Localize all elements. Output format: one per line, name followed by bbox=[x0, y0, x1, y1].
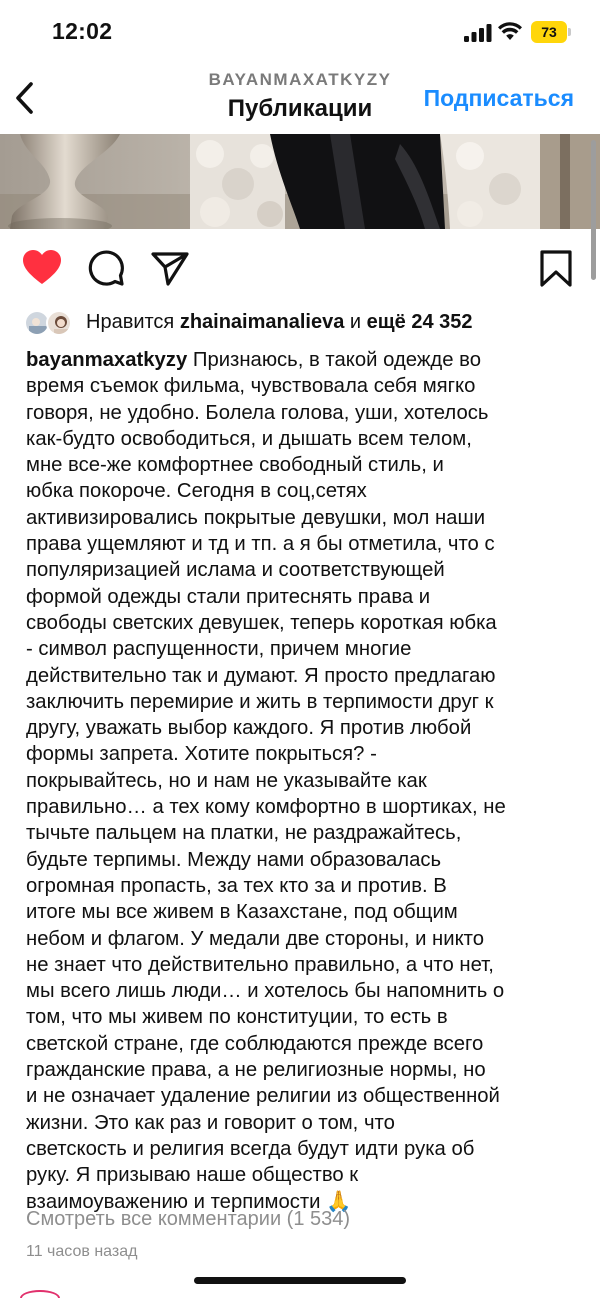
caption-line: и не означает удаление религии из общественной bbox=[26, 1085, 500, 1108]
caption-line: взаимоуважению и терпимости 🙏 bbox=[26, 1190, 352, 1213]
caption-line: как-будто освободиться, и дышать всем телом, bbox=[26, 427, 472, 450]
caption-line: покрывайтесь, но и нам не указывайте как bbox=[26, 769, 427, 792]
caption-line: время съемок фильма, чувствовала себя мягко bbox=[26, 375, 476, 398]
view-all-comments-link[interactable]: Смотреть все комментарии (1 534) bbox=[26, 1208, 351, 1230]
caption-line: светскость и религия всегда будут идти рука об bbox=[26, 1137, 475, 1160]
caption-line: том, что мы живем по конституции, то есть в bbox=[26, 1006, 448, 1029]
caption-line: активизировались покрытые девушки, мол наши bbox=[26, 506, 486, 529]
save-bookmark-icon[interactable] bbox=[536, 249, 576, 287]
post-image-art bbox=[0, 134, 600, 229]
caption-line: юбка покороче. Сегодня в соц,сетях bbox=[26, 480, 367, 503]
caption-line: формы запрета. Хотите покрыться? - bbox=[26, 743, 377, 766]
caption-line: будьте терпимы. Между нами образовалась bbox=[26, 848, 442, 871]
status-time: 12:02 bbox=[52, 18, 113, 44]
caption-line: не знает что действительно правильно, а что нет, bbox=[26, 953, 494, 976]
caption-line: права ущемляют и тд и тп. а я бы отметила, что с bbox=[26, 533, 495, 556]
caption-line: небом и флагом. У медали две стороны, и никто bbox=[26, 927, 485, 950]
likes-count[interactable]: ещё 24 352 bbox=[366, 311, 473, 333]
caption-username[interactable]: bayanmaxatkyzy bbox=[26, 349, 188, 371]
post-timestamp: 11 часов назад bbox=[26, 1243, 138, 1260]
post-image[interactable] bbox=[0, 134, 600, 229]
share-paper-plane-icon[interactable] bbox=[150, 249, 190, 287]
header-username: BAYANMAXATKYZY bbox=[208, 70, 392, 89]
caption-line: тычьте пальцем на платки, не раздражайтесь, bbox=[26, 822, 462, 845]
like-heart-icon[interactable] bbox=[22, 249, 62, 287]
next-post-avatar-ring bbox=[20, 1290, 60, 1298]
caption-line: итоге мы все живем в Казахстане, под общим bbox=[26, 901, 458, 924]
caption-text: Признаюсь, в такой одежде во bbox=[187, 349, 481, 371]
caption-line: мне все-же комфортнее свободный стиль, и bbox=[26, 454, 444, 477]
likes-middle: и bbox=[344, 311, 367, 333]
caption-line: формой одежды стали притеснять права и bbox=[26, 585, 431, 608]
caption-line: популяризацией ислама и соответствующей bbox=[26, 559, 445, 582]
caption-line: огромная пропасть, за тех кто за и против. В bbox=[26, 874, 447, 897]
home-indicator[interactable] bbox=[194, 1277, 406, 1284]
caption-line: - символ распущенности, причем многие bbox=[26, 638, 412, 661]
caption-line bbox=[26, 347, 582, 373]
status-bar bbox=[0, 0, 600, 62]
caption-line: действительно так и думают. Я просто предлагаю bbox=[26, 664, 496, 687]
comment-bubble-icon[interactable] bbox=[86, 249, 126, 287]
caption-line: другу, уважать выбор каждого. Я против любой bbox=[26, 717, 472, 740]
caption-line: гражданские права, а не религиозные нормы, но bbox=[26, 1059, 486, 1082]
post-caption bbox=[26, 347, 582, 1215]
caption-line: руку. Я призываю наше общество к bbox=[26, 1164, 359, 1187]
wifi-icon bbox=[498, 21, 522, 41]
page-title: Публикации bbox=[227, 95, 373, 122]
likes-prefix: Нравится bbox=[86, 311, 180, 333]
likes-text bbox=[86, 311, 473, 334]
caption-line: светской стране, где соблюдаются прежде всего bbox=[26, 1032, 484, 1055]
likes-row[interactable] bbox=[24, 309, 584, 339]
nav-header bbox=[0, 62, 600, 134]
caption-line: свободы светских девушек, теперь короткая юбка bbox=[26, 611, 497, 634]
caption-line: мы всего лишь люди… и хотелось бы напомнить о bbox=[26, 980, 505, 1003]
post-actions bbox=[0, 229, 600, 305]
follow-button[interactable]: Подписаться bbox=[423, 85, 574, 111]
caption-line: правильно… а тех кому комфортно в шортиках, не bbox=[26, 796, 506, 819]
battery-nub bbox=[568, 28, 571, 36]
caption-line: говоря, не удобно. Болела голова, уши, хотелось bbox=[26, 401, 489, 424]
caption-line: жизни. Это как раз и говорит о том, что bbox=[26, 1111, 395, 1134]
liker-avatar-2 bbox=[46, 310, 72, 336]
battery-indicator: 73 bbox=[531, 21, 567, 43]
liker-username[interactable]: zhainaimanalieva bbox=[179, 311, 345, 333]
caption-line: заключить перемирие и жить в терпимости друг к bbox=[26, 690, 494, 713]
cellular-signal-icon bbox=[464, 24, 492, 42]
